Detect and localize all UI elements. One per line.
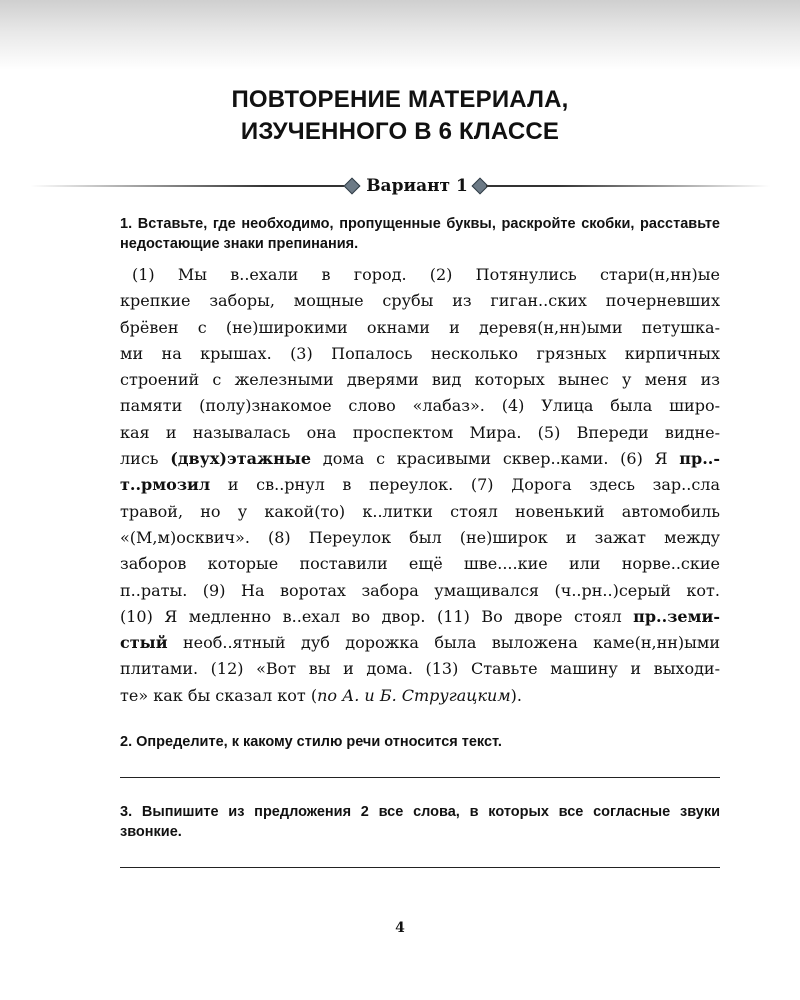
page-title <box>0 84 800 148</box>
divider-right <box>486 185 770 187</box>
text-line: заборов которые поставили ещё шве....кие или норве..ские <box>120 554 720 574</box>
text-line: кая и называлась она проспектом Мира. (5) Впереди видне- <box>120 422 720 442</box>
text-line: лись (двух)этажные дома с красивыми сквер..ками. (6) Я пр..- <box>120 449 720 469</box>
text-line: памяти (полу)знакомое слово «лабаз». (4) Улица была широ- <box>120 396 720 416</box>
bold-word: (двух)этажные <box>170 449 312 469</box>
text-line: т..рмозил и св..рнул в переулок. (7) Дорога здесь зар..сла <box>120 475 720 495</box>
text-line: брёвен с (не)широкими окнами и деревя(н,нн)ыми петушка- <box>120 317 720 337</box>
bold-word: пр..- <box>679 449 720 469</box>
answer-line-2[interactable] <box>120 867 720 868</box>
source-citation: по А. и Б. Стругацким <box>317 685 511 705</box>
text-line: (1) Мы в..ехали в город. (2) Потянулись стари(н,нн)ые <box>132 265 720 284</box>
text-line: ми на крышах. (3) Попалось несколько грязных кирпичных <box>120 343 720 363</box>
variant-header <box>30 172 770 200</box>
diamond-ornament-left-icon <box>344 178 361 195</box>
text-line: плитами. (12) «Вот вы и дома. (13) Ставьте машину и выходи- <box>120 659 720 679</box>
header-gradient <box>0 0 800 70</box>
bold-word: т..рмозил <box>120 475 211 495</box>
task-2-instruction: 2. Определите, к какому стилю речи относится текст. <box>120 734 502 750</box>
text-line: крепкие заборы, мощные срубы из гиган..ских почерневших <box>120 291 720 311</box>
variant-label: Вариант 1 <box>366 176 468 196</box>
text-line: (10) Я медленно в..ехал во двор. (11) Во дворе стоял пр..земи- <box>120 606 720 626</box>
bold-word: пр..земи- <box>633 606 720 626</box>
text-line: строений с железными дверями вид которых вынес у меня из <box>120 370 720 390</box>
task-1-instruction: 1. Вставьте, где необходимо, пропущенные буквы, раскройте скобки, расставьте недостающие знаки препинания. <box>120 216 720 252</box>
divider-left <box>30 185 344 187</box>
bold-word: стый <box>120 633 168 653</box>
text-line: п..раты. (9) На воротах забора умащивался (ч..рн..)серый кот. <box>120 580 720 600</box>
title-line-2: ИЗУЧЕННОГО В 6 КЛАССЕ <box>240 118 560 145</box>
text-line: стый необ..ятный дуб дорожка была выложена каме(н,нн)ыми <box>120 633 720 653</box>
answer-line-1[interactable] <box>120 777 720 778</box>
task-3-instruction: 3. Выпишите из предложения 2 все слова, в которых все согласные звуки звонкие. <box>120 804 720 840</box>
text-line: «(М,м)осквич». (8) Переулок был (не)широк и зажат между <box>120 527 720 547</box>
exercise-text <box>120 262 720 709</box>
text-line: те» как бы сказал кот (по А. и Б. Стругацким). <box>120 685 522 705</box>
title-line-1: ПОВТОРЕНИЕ МАТЕРИАЛА, <box>231 86 569 113</box>
page-number: 4 <box>395 920 405 936</box>
text-line: травой, но у какой(то) к..литки стоял новенький автомобиль <box>120 501 720 521</box>
